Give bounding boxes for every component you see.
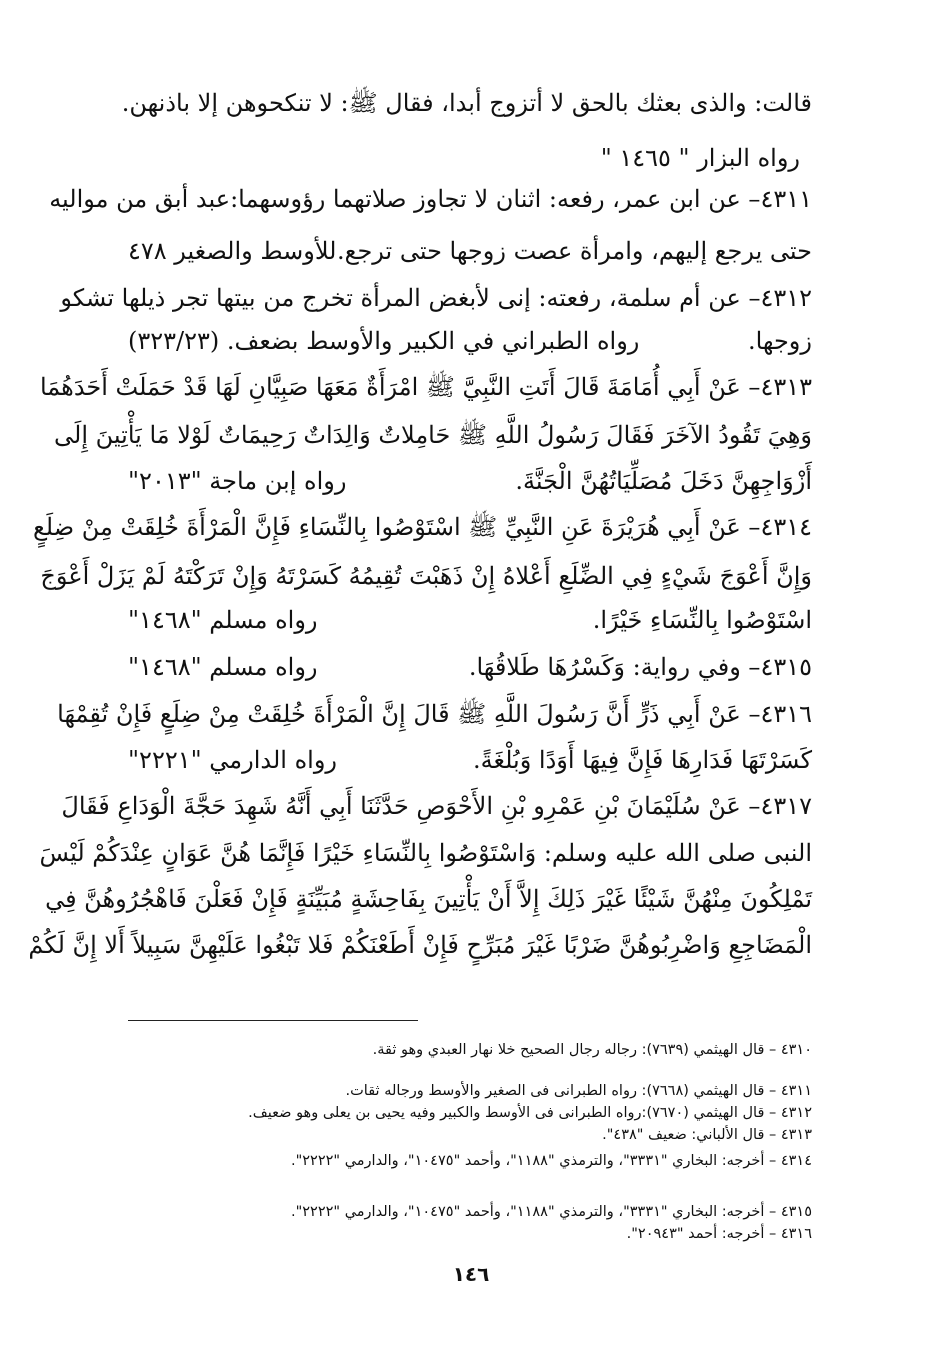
hadith-4317-line-1: ٤٣١٧– عَنْ سُلَيْمَانَ بْنِ عَمْرِو بْنِ الأَحْوَصِ حَدَّثَنَا أَبِي أَنَّهُ شَهِدَ حَجَّةَ الْوَدَاعِ فَقَالَ xyxy=(61,792,812,820)
hadith-4314-line-1: ٤٣١٤– عَنْ أَبِي هُرَيْرَةَ عَنِ النَّبِيِّ ﷺ اسْتَوْصُوا بِالنِّسَاءِ فَإِنَّ الْمَرْأَةَ خُلِقَتْ مِنْ ضِلَعٍ xyxy=(32,513,812,541)
footnote-4312: ٤٣١٢ – قال الهيثمي (٧٦٧٠):رواه الطبرانى فى الأوسط والكبير وفيه يحيى بن يعلى وهو ضعيف. xyxy=(248,1105,812,1121)
footnote-4313: ٤٣١٣ – قال الألباني: ضعيف "٤٣٨". xyxy=(602,1127,812,1143)
footnote-4315: ٤٣١٥ – أخرجه: البخاري "٣٣٣١"، والترمذي "١١٨٨"، وأحمد "١٠٤٧٥"، والدارمي "٢٢٢٢". xyxy=(290,1204,812,1220)
footnote-4316: ٤٣١٦ – أخرجه: أحمد "٢٠٩٤٣". xyxy=(626,1226,812,1242)
hadith-4317-line-3: تَمْلِكُونَ مِنْهُنَّ شَيْئًا غَيْرَ ذَلِكَ إِلاَّ أَنْ يَأْتِينَ بِفَاحِشَةٍ مُبَيِّنَةٍ فَإِنْ فَعَلْنَ فَاهْجُرُوهُنَّ فِي xyxy=(45,885,812,913)
hadith-4317-line-2: النبى صلى الله عليه وسلم: وَاسْتَوْصُوا بِالنِّسَاءِ خَيْرًا فَإِنَّمَا هُنَّ عَوَانٍ عِنْدَكُمْ لَيْسَ xyxy=(39,839,812,867)
hadith-4316-line-1: ٤٣١٦– عَنْ أَبِي ذَرٍّ أَنَّ رَسُولَ اللَّهِ ﷺ قَالَ إِنَّ الْمَرْأَةَ خُلِقَتْ مِنْ ضِلَعٍ فَإِنْ تُقِمْهَا xyxy=(57,700,812,728)
hadith-4312-line-1: ٤٣١٢– عن أم سلمة، رفعته: إنى لأبغض المرأة تخرج من بيتها تجر ذيلها تشكو xyxy=(60,284,812,312)
hadith-4311-line-1: ٤٣١١– عن ابن عمر، رفعه: اثنان لا تجاوز صلاتهما رؤوسهما:عبد أبق من مواليه xyxy=(49,185,812,213)
body-line-1: قالت: والذى بعثك بالحق لا أتزوج أبدا، فقال ﷺ: لا تنكحوهن إلا باذنهن. xyxy=(121,89,812,117)
hadith-4317-line-4: الْمَضَاجِعِ وَاضْرِبُوهُنَّ ضَرْبًا غَيْرَ مُبَرِّحٍ فَإِنْ أَطَعْنَكُمْ فَلا تَبْغُوا عَلَيْهِنَّ سَبِيلاً أَلا إِنَّ لَكُمْ xyxy=(28,931,812,959)
hadith-4313-line-1: ٤٣١٣– عَنْ أَبِي أُمَامَةَ قَالَ أَتَتِ النَّبِيَّ ﷺ امْرَأَةٌ مَعَهَا صَبِيَّانِ لَهَا قَدْ حَمَلَتْ أَحَدَهُمَا xyxy=(39,373,812,401)
page-number: ١٤٦ xyxy=(452,1262,490,1286)
hadith-4314-line-2: وَإِنَّ أَعْوَجَ شَيْءٍ فِي الضِّلَعِ أَعْلاهُ إِنْ ذَهَبْتَ تُقِيمُهُ كَسَرْتَهُ وَإِنْ تَرَكْتَهُ لَمْ يَزَلْ أَعْوَجَ xyxy=(40,562,812,590)
footnote-4310: ٤٣١٠ – قال الهيثمي (٧٦٣٩): رجاله رجال الصحيح خلا نهار العبدي وهو ثقة. xyxy=(372,1042,812,1058)
hadith-4314-line-3: اسْتَوْصُوا بِالنِّسَاءِ خَيْرًا. رواه مسلم "١٤٦٨" xyxy=(128,606,812,634)
footnote-separator xyxy=(128,1020,418,1021)
body-line-2: رواه البزار " ١٤٦٥ " xyxy=(600,144,800,172)
source-reference: رواه الدارمي "٢٢٢١" xyxy=(128,746,338,774)
hadith-4312-line-2: زوجها. رواه الطبراني في الكبير والأوسط بضعف. (٣٢٣/٢٣) xyxy=(128,327,812,355)
footnote-4314: ٤٣١٤ – أخرجه: البخاري "٣٣٣١"، والترمذي "١١٨٨"، وأحمد "١٠٤٧٥"، والدارمي "٢٢٢٢". xyxy=(290,1153,812,1169)
hadith-4316-line-2: كَسَرْتَهَا فَدَارِهَا فَإِنَّ فِيهَا أَوَدًا وَبُلْغَةً. رواه الدارمي "٢٢٢١" xyxy=(128,746,812,774)
source-reference: للأوسط والصغير ٤٧٨ xyxy=(128,237,337,265)
hadith-4313-line-2: وَهِيَ تَقُودُ الآخَرَ فَقَالَ رَسُولُ اللَّهِ ﷺ حَامِلاتٌ وَالِدَاتٌ رَحِيمَاتٌ لَوْلا مَا يَأْتِينَ إِلَى xyxy=(54,421,812,449)
source-reference: رواه مسلم "١٤٦٨" xyxy=(128,606,318,634)
source-reference: رواه الطبراني في الكبير والأوسط بضعف. (٣٢٣/٢٣) xyxy=(128,327,640,355)
source-reference: رواه إبن ماجة "٢٠١٣" xyxy=(128,467,347,495)
hadith-4313-line-3: أَزْوَاجِهِنَّ دَخَلَ مُصَلِّيَاتُهُنَّ الْجَنَّةَ. رواه إبن ماجة "٢٠١٣" xyxy=(128,467,812,495)
footnote-4311: ٤٣١١ – قال الهيثمي (٧٦٦٨): رواه الطبرانى فى الصغير والأوسط ورجاله ثقات. xyxy=(345,1083,812,1099)
hadith-4315-line-1: ٤٣١٥– وفي رواية: وَكَسْرُهَا طَلاقُهَا. رواه مسلم "١٤٦٨" xyxy=(128,653,812,681)
source-reference: رواه مسلم "١٤٦٨" xyxy=(128,653,318,681)
hadith-4311-line-2: حتى يرجع إليهم، وامرأة عصت زوجها حتى ترجع. للأوسط والصغير ٤٧٨ xyxy=(128,237,812,265)
